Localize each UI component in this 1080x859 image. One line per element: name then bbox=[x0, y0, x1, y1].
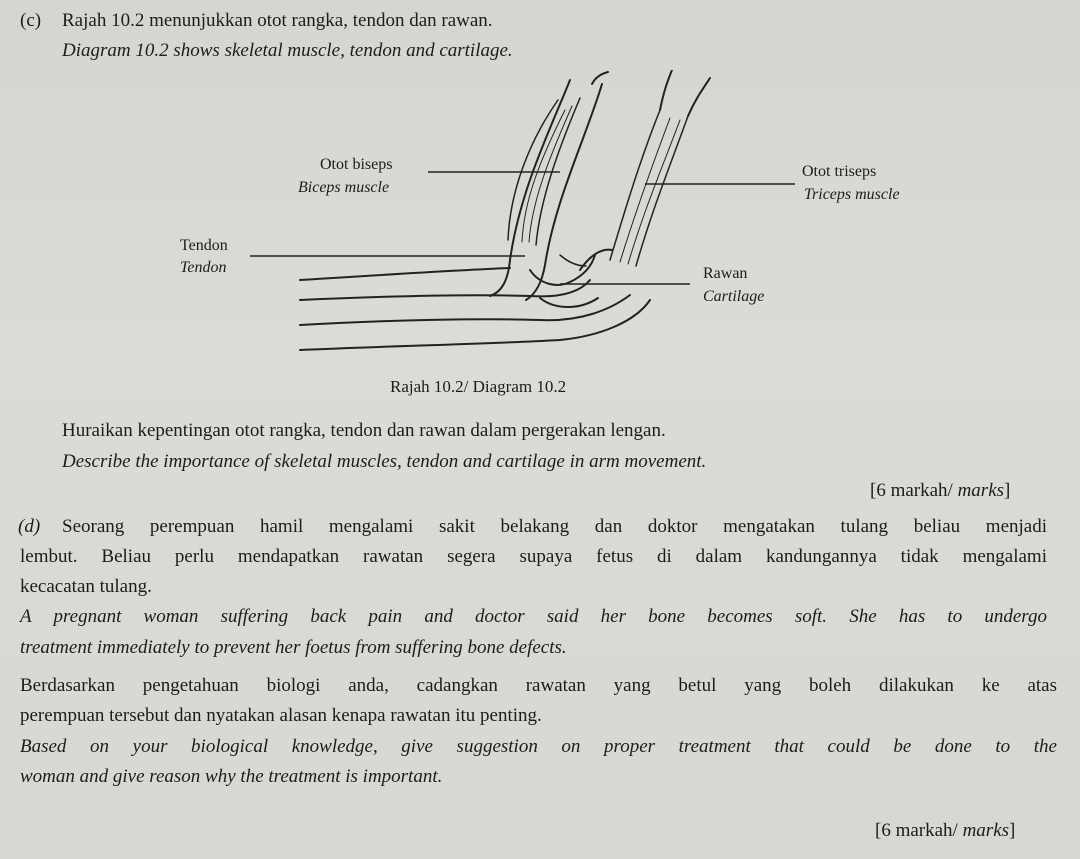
arm-diagram bbox=[240, 70, 800, 370]
question-d-para1-line2: lembut. Beliau perlu mendapatkan rawatan segera supaya fetus di dalam kandungannya tidak mengalami bbox=[20, 546, 1047, 567]
question-d-para1-line3: kecacatan tulang. bbox=[20, 576, 152, 597]
question-d-para4-line1: Based on your biological knowledge, give suggestion on proper treatment that could be done to the bbox=[20, 736, 1057, 757]
question-d-marks-en: marks bbox=[962, 820, 1010, 841]
question-c-letter: (c) bbox=[20, 10, 42, 31]
question-d-letter: (d) bbox=[18, 516, 41, 537]
label-biceps-ms: Otot biseps bbox=[320, 156, 393, 173]
question-c-prompt-ms: Huraikan kepentingan otot rangka, tendon dan rawan dalam pergerakan lengan. bbox=[62, 420, 666, 441]
question-d-para3-line1: Berdasarkan pengetahuan biologi anda, cadangkan rawatan yang betul yang boleh dilakukan ke atas bbox=[20, 675, 1057, 696]
question-d-para2-line1: A pregnant woman suffering back pain and doctor said her bone becomes soft. She has to undergo bbox=[20, 606, 1047, 627]
question-c-prompt-en: Describe the importance of skeletal muscles, tendon and cartilage in arm movement. bbox=[62, 451, 707, 472]
label-cartilage-en: Cartilage bbox=[703, 288, 765, 305]
label-tendon-ms: Tendon bbox=[180, 237, 228, 254]
question-c-line-ms: Rajah 10.2 menunjukkan otot rangka, tendon dan rawan. bbox=[62, 10, 493, 31]
question-c-line-en: Diagram 10.2 shows skeletal muscle, tendon and cartilage. bbox=[62, 40, 513, 61]
label-biceps-en: Biceps muscle bbox=[298, 179, 390, 196]
label-cartilage-ms: Rawan bbox=[703, 265, 748, 282]
label-tendon-en: Tendon bbox=[180, 259, 227, 276]
label-triceps-ms: Otot triseps bbox=[802, 163, 877, 180]
question-d-para3-line2: perempuan tersebut dan nyatakan alasan kenapa rawatan itu penting. bbox=[20, 705, 542, 726]
question-d-marks-end: ] bbox=[1009, 820, 1016, 841]
diagram-caption: Rajah 10.2/ Diagram 10.2 bbox=[390, 377, 567, 396]
label-triceps-en: Triceps muscle bbox=[804, 186, 900, 203]
question-d-para1-line1: Seorang perempuan hamil mengalami sakit belakang dan doktor mengatakan tulang beliau menjadi bbox=[62, 516, 1047, 537]
question-d-marks-ms: [6 markah/ bbox=[875, 820, 963, 841]
question-c-marks-ms: [6 markah/ bbox=[870, 480, 958, 501]
question-c-marks bbox=[870, 480, 1010, 502]
question-d-para2-line2: treatment immediately to prevent her foetus from suffering bone defects. bbox=[20, 637, 567, 658]
question-d-marks bbox=[875, 820, 1015, 842]
humerus-outline bbox=[490, 80, 570, 296]
question-c-marks-end: ] bbox=[1004, 480, 1011, 501]
question-c-marks-en: marks bbox=[957, 480, 1005, 501]
question-d-para4-line2: woman and give reason why the treatment is important. bbox=[20, 766, 443, 787]
